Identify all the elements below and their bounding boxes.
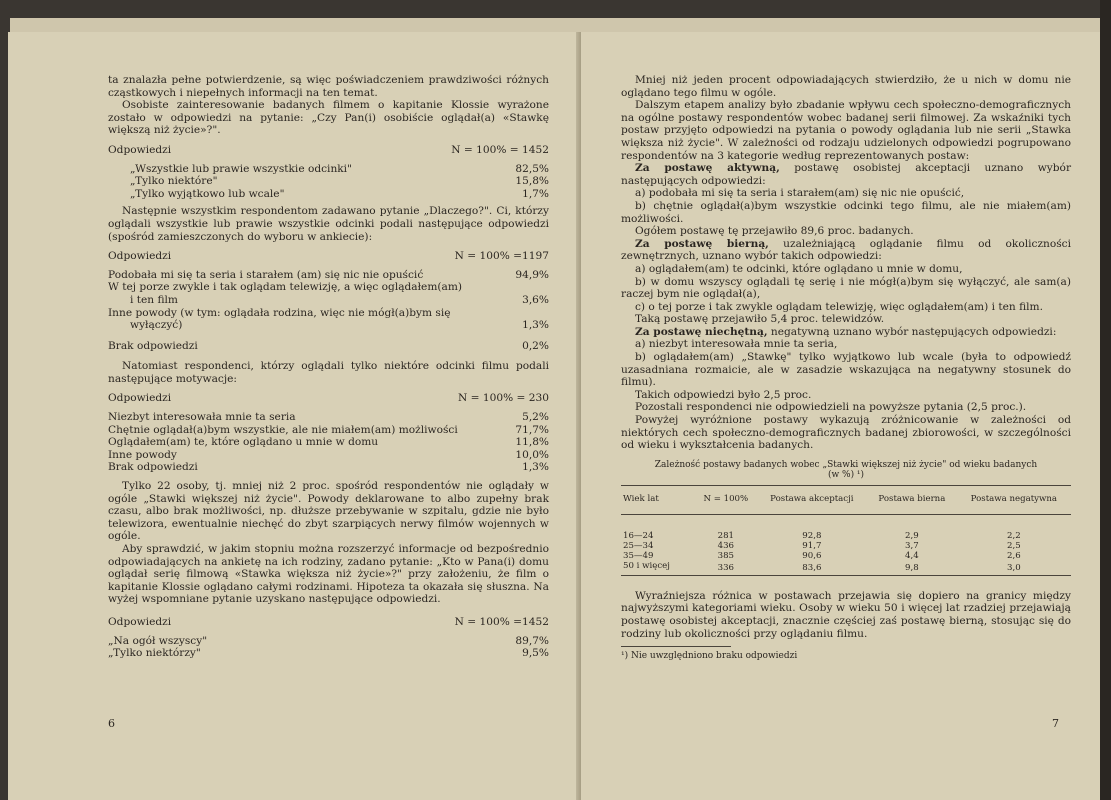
column-header: Postawa akceptacji: [757, 485, 867, 514]
paragraph: Następnie wszystkim respondentom zadawano pytanie „Dlaczego?". Ci, którzy oglądali wszystkie lub prawie wszystkie odcinki podali następujące odpowiedzi (spośród zamieszczonych do wyboru w ankiecie):: [108, 205, 549, 243]
table-row: „Na ogół wszyscy" 89,7%: [108, 634, 549, 647]
table-row: W tej porze zwykle i tak oglądam telewizję, a więc oglądałem(am): [108, 281, 463, 294]
table3-header: Odpowiedzi N = 100% = 230: [108, 392, 549, 405]
table-row: 50 i więcej 336 83,6 9,8 3,0: [621, 561, 1071, 576]
footnote: ¹) Nie uwzględniono braku odpowiedzi: [621, 651, 798, 662]
table-caption: Zależność postawy badanych wobec „Stawki większej niż życie" od wieku badanych (w %) ¹): [654, 459, 1038, 481]
table4-header: Odpowiedzi N = 100% =1452: [108, 615, 549, 628]
column-header: Wiek lat: [621, 485, 695, 514]
table-row: Brak odpowiedzi 1,3%: [108, 461, 549, 474]
paragraph: Za postawę aktywną, postawę osobistej akceptacji uznano wybór następujących odpowiedzi:: [621, 162, 1072, 187]
table-row: Brak odpowiedzi 0,2%: [108, 339, 549, 352]
page-number: 7: [1052, 717, 1059, 730]
page-number: 6: [108, 717, 115, 730]
table-row: Niezbyt interesowała mnie ta seria 5,2%: [108, 411, 549, 424]
paragraph: Pozostali respondenci nie odpowiedzieli na powyższe pytania (2,5 proc.).: [635, 401, 1027, 414]
left-page: [8, 32, 580, 800]
table-row: „Tylko niektóre" 15,8%: [130, 175, 549, 188]
table-row: 16—24 281 92,8 2,9 2,2: [623, 530, 1021, 541]
table-row: Podobała mi się ta seria i starałem (am) się nic nie opuścić 94,9%: [108, 268, 549, 281]
paragraph: Taką postawę przejawiło 5,4 proc. telewidzów.: [635, 313, 885, 326]
paragraph: Aby sprawdzić, w jakim stopniu można rozszerzyć informacje od bezpośrednio odpowiadających na ankietę na ich rodziny, zadano pytanie: „Kto w Pana(i) domu oglądał serię filmową «Stawka większa niż życie»?" przy założeniu, że film o kapitanie Klossie oglądano całymi rodzinami. Hipoteza ta okazała się słuszna. Na wyżej wspomniane pytanie uzyskano następujące odpowiedzi.: [108, 543, 549, 606]
paragraph: Osobiste zainteresowanie badanych filmem o kapitanie Klossie wyrażone zostało w odpowiedzi na pytanie: „Czy Pan(i) osobiście oglądał(a) «Stawkę większą niż życie»?".: [108, 99, 549, 137]
table-row: 35—49 385 90,6 4,4 2,6: [623, 550, 1021, 561]
paragraph: Wyraźniejsza różnica w postawach przejawia się dopiero na granicy między najwyższymi kategoriami wieku. Osoby w wieku 50 i więcej lat rzadziej przejawiają postawę osobistej akceptacji, znacznie częściej zaś postawę bierną, stosując się do rodziny lub okoliczności przy oglądaniu filmu.: [621, 589, 1071, 640]
paragraph: Natomiast respondenci, którzy oglądali tylko niektóre odcinki filmu podali następujące motywacje:: [108, 360, 549, 385]
table-row: „Tylko wyjątkowo lub wcale" 1,7%: [130, 187, 549, 200]
table1-header: Odpowiedzi N = 100% = 1452: [108, 143, 549, 156]
column-header: Postawa bierna: [867, 485, 957, 514]
footnote-divider: [621, 646, 731, 647]
table-row: „Tylko niektórzy" 9,5%: [108, 647, 549, 660]
table-row: 25—34 436 91,7 3,7 2,5: [623, 540, 1021, 551]
paragraph: Za postawę bierną, uzależniającą oglądanie filmu od okoliczności zewnętrznych, uznano wybór takich odpowiedzi:: [621, 237, 1071, 263]
list-item: a) niezbyt interesowała mnie ta seria,: [635, 338, 838, 351]
table-row: Inne powody (w tym: oglądała rodzina, więc nie mógł(a)bym się: [108, 306, 451, 319]
paragraph: Za postawę niechętną, negatywną uznano wybór następujących odpowiedzi:: [635, 325, 1057, 338]
paragraph: Mniej niż jeden procent odpowiadających stwierdziło, że u nich w domu nie oglądano tego filmu w ogóle.: [621, 74, 1071, 99]
list-item: a) podobała mi się ta seria i starałem(am) się nic nie opuścić,: [635, 187, 965, 200]
table-row: „Wszystkie lub prawie wszystkie odcinki" 82,5%: [130, 162, 549, 175]
table2-header: Odpowiedzi N = 100% =1197: [108, 250, 549, 263]
table-row: Inne powody 10,0%: [108, 448, 549, 461]
list-item: b) oglądałem(am) „Stawkę" tylko wyjątkowo lub wcale (była to odpowiedź uzasadniana rozmaicie, ale w zasadzie wskazująca na negatywny stosunek do filmu).: [621, 351, 1071, 389]
table-row: wyłączyć) 1,3%: [130, 319, 549, 332]
age-attitude-table: [621, 485, 1071, 576]
list-item: b) w domu wszyscy oglądali tę serię i nie mógł(a)bym się wyłączyć, ale sam(a) raczej bym nie oglądał(a),: [621, 275, 1071, 301]
paragraph: Powyżej wyróżnione postawy wykazują zróżnicowanie w zależności od niektórych cech społeczno-demograficznych badanej zbiorowości, w szczególności od wieku i wykształcenia badanych.: [621, 414, 1071, 452]
paragraph: Tylko 22 osoby, tj. mniej niż 2 proc. spośród respondentów nie oglądały w ogóle „Stawki większej niż życie". Powody deklarowane to albo zupełny brak czasu, albo brak możliwości, np. dłuższe przebywanie w szpitalu, gdzie nie było telewizora, ewentualnie niechęć do zbyt szarpiących nerwy filmów wojennych w ogóle.: [108, 480, 549, 543]
paragraph: Dalszym etapem analizy było zbadanie wpływu cech społeczno-demograficznych na ogólne postawy respondentów wobec badanej serii filmowej. Za wskaźniki tych postaw przyjęto odpowiedzi na pytania o powody oglądania lub nie serii „Stawka większa niż życie". W zależności od rodzaju udzielonych odpowiedzi pogrupowano respondentów na 3 kategorie według reprezentowanych postaw:: [621, 99, 1071, 162]
column-header: N = 100%: [695, 485, 757, 514]
paragraph: Ogółem postawę tę przejawiło 89,6 proc. badanych.: [635, 225, 914, 238]
list-item: a) oglądałem(am) te odcinki, które oglądano u mnie w domu,: [635, 262, 963, 275]
paragraph: ta znalazła pełne potwierdzenie, są więc poświadczeniem prawdziwości różnych cząstkowych i niepełnych informacji na ten temat.: [108, 74, 549, 99]
scan-border: [1100, 0, 1111, 800]
table-row: Chętnie oglądał(a)bym wszystkie, ale nie miałem(am) możliwości 71,7%: [108, 423, 549, 436]
column-header: Postawa negatywna: [957, 485, 1071, 514]
right-page: [581, 32, 1101, 800]
list-item: b) chętnie oglądał(a)bym wszystkie odcinki tego filmu, ale nie miałem(am) możliwości.: [621, 199, 1071, 225]
list-item: c) o tej porze i tak zwykle oglądam telewizję, więc oglądałem(am) i ten film.: [635, 300, 1043, 313]
table-row: Oglądałem(am) te, które oglądano u mnie w domu 11,8%: [108, 436, 549, 449]
paragraph: Takich odpowiedzi było 2,5 proc.: [635, 388, 812, 401]
table-row: i ten film 3,6%: [130, 293, 549, 306]
